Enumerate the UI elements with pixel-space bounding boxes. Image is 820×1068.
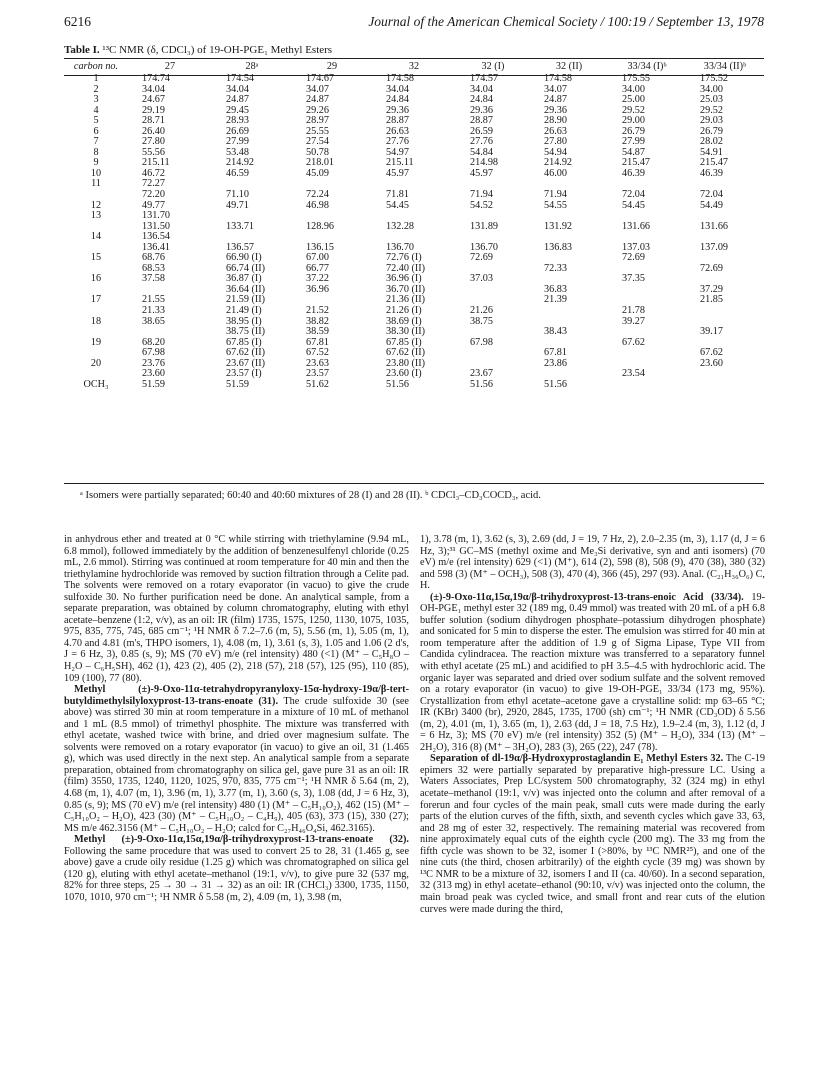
shift-value-cell: 72.69 [700, 262, 723, 274]
shift-value-cell: 215.11 [142, 157, 170, 169]
shift-value-cell: 39.17 [700, 326, 723, 338]
shift-value-cell: 54.49 [700, 199, 723, 211]
shift-value-cell [686, 179, 764, 190]
table-row [64, 137, 764, 148]
shift-value-cell: 68.53 [142, 262, 165, 274]
nmr-table [64, 58, 764, 390]
shift-value-cell: 27.80 [544, 136, 567, 148]
shift-value-cell: 36.70 (II) [386, 283, 426, 295]
shift-value-cell: 24.67 [142, 94, 165, 106]
shift-value-cell: 37.03 [470, 273, 493, 285]
shift-value-cell: 21.33 [142, 305, 165, 317]
shift-value-cell: 72.24 [306, 189, 329, 201]
shift-value-cell [372, 179, 456, 190]
shift-value-cell: 214.92 [226, 157, 255, 169]
shift-value-cell: 68.20 [142, 336, 165, 348]
shift-value-cell: 23.86 [544, 357, 567, 369]
shift-value-cell: 136.41 [142, 241, 171, 253]
table-footnote: ᵃ Isomers were partially separated; 60:40 and 40:60 mixtures of 28 (I) and 28 (II). ᵇ CDCl₃–CD₃COCD₃, acid. [80, 490, 541, 501]
shift-value-cell: 54.52 [470, 199, 493, 211]
carbon-number-cell: 8 [93, 146, 99, 158]
shift-value-cell: 38.82 [306, 315, 329, 327]
shift-value-cell [608, 380, 686, 391]
shift-value-cell [530, 317, 608, 328]
shift-value-cell: 51.56 [386, 378, 409, 390]
carbon-number-cell: 17 [90, 294, 102, 306]
table-caption [64, 44, 332, 56]
shift-value-cell: 26.69 [226, 125, 249, 137]
table-title: ¹³C NMR (δ, CDCl₃) of 19-OH-PGE₁ Methyl Esters [102, 44, 333, 56]
shift-value-cell [686, 338, 764, 349]
shift-value-cell: 23.54 [622, 368, 645, 380]
shift-value-cell: 28.90 [544, 115, 567, 127]
shift-value-cell: 72.27 [142, 178, 165, 190]
carbon-number-cell: 5 [93, 115, 99, 127]
shift-value-cell: 37.35 [622, 273, 645, 285]
shift-value-cell: 29.00 [622, 115, 645, 127]
shift-value-cell: 38.30 (II) [386, 326, 426, 338]
column-header: carbon no. [73, 60, 119, 72]
shift-value-cell [530, 274, 608, 285]
shift-value-cell: 46.72 [142, 167, 165, 179]
table-row [64, 380, 764, 391]
shift-value-cell: 67.62 [700, 347, 723, 359]
shift-value-cell: 21.85 [700, 294, 723, 306]
shift-value-cell: 66.90 (I) [226, 252, 262, 264]
shift-value-cell [530, 338, 608, 349]
shift-value-cell: 23.67 [470, 368, 493, 380]
carbon-number-cell: 9 [93, 157, 99, 169]
column-header: 33/34 (I)ᵇ [627, 60, 667, 72]
shift-value-cell: 34.00 [700, 83, 723, 95]
paragraph: The crude sulfoxide 30 (see above) was stirred 30 min at room temperature in a mixture of 10 mL of methanol and 1 mL (8.5 mmol) of trimethyl phosphite. The mixture was transferred with ethyl acetate, washed twice with brine, and dried over magnesium sulfate. The solvents were removed on a rotary evaporator (in vacuo) to give an oil, 31 (1.465 g), which was used directly in the next step. An analytical sample from a separate preparation, obtained from chromatography on silica gel, gave pure 31 as an oil: IR (film) 3550, 1735, 1240, 1120, 1025, 970, 835, 775 cm⁻¹; ¹H NMR δ 5.64 (m, 2), 4.68 (m, 1), 4.07 (m, 1), 3.96 (m, 1), 3.77 (m, 1), 3.60 (s, 3), 1.08 (dd, J = 6 Hz, 3), 0.85 (s, 9); MS (70 eV) m/e (rel intensity) 480 (1) (M⁺ – C₅H₁₀O₂), 462 (15) (M⁺ – C₅H₁₀O₂ – H₂O), 423 (30) (M⁺ – C₅H₁₀O₂ – C₄H₉), 405 (63), 373 (15), 330 (27); MS m/e 462.3156 (M⁺ – C₅H₁₀O₂ – H₂O; calcd for C₂₇H₄₆O₄Si, 462.3165). [64, 695, 409, 834]
right-column [420, 534, 765, 915]
shift-value-cell: 136.57 [226, 241, 255, 253]
column-header: 32 [408, 60, 420, 72]
shift-value-cell: 68.76 [142, 252, 165, 264]
shift-value-cell: 67.85 (I) [386, 336, 422, 348]
shift-value-cell [530, 306, 608, 317]
column-header: 27 [164, 60, 176, 72]
shift-value-cell: 136.15 [306, 241, 335, 253]
shift-value-cell [686, 380, 764, 391]
shift-value-cell [686, 369, 764, 380]
shift-value-cell: 29.52 [622, 104, 645, 116]
shift-value-cell: 54.45 [386, 199, 409, 211]
shift-value-cell: 71.94 [544, 189, 567, 201]
carbon-number-cell: 2 [93, 83, 99, 95]
shift-value-cell [608, 348, 686, 359]
shift-value-cell: 72.76 (I) [386, 252, 422, 264]
shift-value-cell [456, 264, 530, 275]
shift-value-cell: 54.55 [544, 199, 567, 211]
shift-value-cell: 137.03 [622, 241, 651, 253]
shift-value-cell: 26.59 [470, 125, 493, 137]
shift-value-cell: 215.47 [622, 157, 651, 169]
shift-value-cell: 131.66 [622, 220, 651, 232]
shift-value-cell: 128.96 [306, 220, 335, 232]
shift-value-cell: 174.67 [306, 73, 335, 84]
shift-value-cell [608, 285, 686, 296]
shift-value-cell: 72.20 [142, 189, 165, 201]
shift-value-cell: 38.69 (I) [386, 315, 422, 327]
shift-value-cell: 23.60 [142, 368, 165, 380]
page-header [64, 14, 764, 32]
shift-value-cell: 66.77 [306, 262, 329, 274]
shift-value-cell [456, 285, 530, 296]
shift-value-cell: 38.65 [142, 315, 165, 327]
shift-value-cell: 137.09 [700, 241, 729, 253]
shift-value-cell [608, 264, 686, 275]
shift-value-cell: 36.87 (I) [226, 273, 262, 285]
shift-value-cell: 24.84 [470, 94, 493, 106]
shift-value-cell: 46.00 [544, 167, 567, 179]
shift-value-cell: 46.98 [306, 199, 329, 211]
carbon-number-cell: 14 [90, 231, 102, 243]
table-header-row [64, 58, 764, 74]
shift-value-cell: 72.40 (II) [386, 262, 426, 274]
carbon-number-cell: 1 [93, 73, 99, 84]
shift-value-cell: 26.40 [142, 125, 165, 137]
carbon-number-cell: 20 [90, 357, 102, 369]
shift-value-cell: 67.52 [306, 347, 329, 359]
shift-value-cell: 29.36 [470, 104, 493, 116]
shift-value-cell: 215.11 [386, 157, 414, 169]
table-row [64, 306, 764, 317]
paragraph: Following the same procedure that was used to convert 25 to 28, 31 (1.465 g, see above) gave a crude oily residue (1.25 g) which was chromatographed on silica gel (120 g), eluting with ethyl acetate–methanol (19:1, v/v), to give pure 32 (537 mg, 82% for three steps, 25 → 30 → 31 → 32) as an oil: IR (CHCl₃) 3300, 1735, 1150, 1070, 1010, 970 cm⁻¹; ¹H NMR δ 5.58 (m, 2), 4.09 (m, 1), 3.98 (m, [64, 845, 409, 903]
shift-value-cell: 215.47 [700, 157, 729, 169]
shift-value-cell: 131.92 [544, 220, 573, 232]
shift-value-cell: 67.62 [622, 336, 645, 348]
shift-value-cell: 23.60 (I) [386, 368, 422, 380]
shift-value-cell: 174.57 [470, 73, 499, 84]
shift-value-cell: 49.77 [142, 199, 165, 211]
paragraph: 1), 3.78 (m, 1), 3.62 (s, 3), 2.69 (dd, J = 19, 7 Hz, 2), 2.0–2.35 (m, 3), 1.17 (d, J = 6 Hz, 3);³¹ GC–MS (methyl oxime and Me₃Si derivative, syn and anti isomers) (70 eV) m/e (rel intensity) 629 (<1) (M⁺), 614 (2), 598 (8), 508 (9), 470 (38), 380 (32) and 598 (3) (M⁺ – OCH₃), 508 (3), 470 (4), 366 (45), 297 (93). Anal. (C₂₁H₃₆O₆) C, H. [420, 534, 765, 592]
shift-value-cell: 26.63 [386, 125, 409, 137]
shift-value-cell [372, 211, 456, 222]
carbon-number-cell: 16 [90, 273, 102, 285]
shift-value-cell [608, 359, 686, 370]
table-row [64, 95, 764, 106]
carbon-number-cell: 10 [90, 167, 102, 179]
shift-value-cell [530, 253, 608, 264]
carbon-number-cell: 11 [91, 178, 101, 190]
shift-value-cell: 37.22 [306, 273, 329, 285]
shift-value-cell [128, 327, 212, 338]
shift-value-cell: 36.83 [544, 283, 567, 295]
shift-value-cell: 26.63 [544, 125, 567, 137]
section-heading: Methyl (±)-9-Oxo-11α-tetrahydropyranyloxy-15α-hydroxy-19α/β-tert-butyldimethylsilyloxyprost-13-trans-enoate (31). [64, 684, 409, 707]
table-row [64, 169, 764, 180]
shift-value-cell: 136.70 [470, 241, 499, 253]
section-heading: (±)-9-Oxo-11α,15α,19α/β-trihydroxyprost-13-trans-enoic Acid (33/34). [430, 591, 744, 603]
shift-value-cell: 38.59 [306, 326, 329, 338]
shift-value-cell: 29.26 [306, 104, 329, 116]
shift-value-cell: 67.81 [544, 347, 567, 359]
shift-value-cell: 72.04 [622, 189, 645, 201]
shift-value-cell: 51.56 [470, 378, 493, 390]
shift-value-cell: 72.04 [700, 189, 723, 201]
shift-value-cell: 36.64 (II) [226, 283, 266, 295]
shift-value-cell: 21.55 [142, 294, 165, 306]
table-bottom-rule [64, 483, 764, 484]
shift-value-cell: 23.63 [306, 357, 329, 369]
shift-value-cell: 136.70 [386, 241, 415, 253]
carbon-number-cell: 4 [93, 104, 99, 116]
shift-value-cell: 24.84 [386, 94, 409, 106]
table-row [64, 158, 764, 169]
shift-value-cell: 175.55 [622, 73, 651, 84]
shift-value-cell: 67.98 [470, 336, 493, 348]
shift-value-cell: 49.71 [226, 199, 249, 211]
shift-value-cell: 131.50 [142, 220, 171, 232]
shift-value-cell: 21.36 (II) [386, 294, 426, 306]
shift-value-cell: 51.62 [306, 378, 329, 390]
shift-value-cell: 34.00 [622, 83, 645, 95]
shift-value-cell: 34.04 [142, 83, 165, 95]
shift-value-cell [608, 179, 686, 190]
column-header: 32 (II) [555, 60, 583, 72]
shift-value-cell: 25.03 [700, 94, 723, 106]
shift-value-cell: 24.87 [226, 94, 249, 106]
table-row [64, 127, 764, 138]
shift-value-cell: 54.87 [622, 146, 645, 158]
shift-value-cell: 174.58 [544, 73, 573, 84]
shift-value-cell: 72.33 [544, 262, 567, 274]
shift-value-cell: 214.98 [470, 157, 499, 169]
shift-value-cell: 45.97 [386, 167, 409, 179]
shift-value-cell [608, 295, 686, 306]
shift-value-cell: 66.74 (II) [226, 262, 266, 274]
shift-value-cell: 37.58 [142, 273, 165, 285]
table-row [64, 85, 764, 96]
shift-value-cell [530, 369, 608, 380]
shift-value-cell: 28.93 [226, 115, 249, 127]
shift-value-cell: 136.54 [142, 231, 171, 243]
shift-value-cell: 21.59 (II) [226, 294, 266, 306]
shift-value-cell: 36.96 [306, 283, 329, 295]
shift-value-cell: 27.76 [470, 136, 493, 148]
shift-value-cell: 28.02 [700, 136, 723, 148]
shift-value-cell: 54.84 [470, 146, 493, 158]
shift-value-cell: 34.04 [386, 83, 409, 95]
shift-value-cell [456, 327, 530, 338]
column-header: 29 [326, 60, 338, 72]
table-row [64, 116, 764, 127]
paragraph: The C-19 epimers 32 were partially separated by preparative high-pressure LC. Using a Waters Associates, Prep LC/system 500 chromatography, 32 (324 mg) in ethyl acetate–methanol (19:1, v/v) was injected onto the column and after removal of a forerun and four cycles of the main peak, small cuts were made during the early parts of the elution curves of the fifth, sixth, and seventh cycles which gave 33, 63, and 28 mg of ester 32, respectively. The remaining material was recovered from nine approximately equal cuts of the eighth cycle (200 mg). The 33 mg from the fifth cycle was shown to be 32, isomer I (>80%, by ¹³C NMR²⁵), and one of the nine cuts (the third, chosen arbitrarily) of the eighth cycle (39 mg) was shown by ¹³C NMR to be a mixture of 32, isomers I and II (ca. 40/60). In a second separation, 32 (313 mg) in ethyl acetate–ethanol (90:10, v/v) was injected onto the column, the main broad peak was cycled twice, and small front and rear cuts of the elution curves were made during the third, [420, 753, 765, 915]
shift-value-cell: 71.81 [386, 189, 409, 201]
shift-value-cell: 36.96 (I) [386, 273, 422, 285]
shift-value-cell: 29.19 [142, 104, 165, 116]
table-row [64, 106, 764, 117]
table-row [64, 369, 764, 380]
shift-value-cell: 136.83 [544, 241, 573, 253]
carbon-number-cell: 13 [90, 210, 102, 222]
shift-value-cell: 23.76 [142, 357, 165, 369]
shift-value-cell: 54.45 [622, 199, 645, 211]
table-row [64, 190, 764, 201]
shift-value-cell [686, 317, 764, 328]
shift-value-cell: 175.52 [700, 73, 729, 84]
shift-value-cell: 67.62 (II) [226, 347, 266, 359]
carbon-number-cell: 15 [90, 252, 102, 264]
shift-value-cell: 45.97 [470, 167, 493, 179]
shift-value-cell: 23.67 (II) [226, 357, 266, 369]
shift-value-cell [372, 232, 456, 243]
shift-value-cell: 54.91 [700, 146, 723, 158]
table-row [64, 179, 764, 190]
shift-value-cell: 54.94 [544, 146, 567, 158]
shift-value-cell: 23.57 (I) [226, 368, 262, 380]
carbon-number-cell: 12 [90, 199, 102, 211]
paragraph: in anhydrous ether and treated at 0 °C while stirring with triethylamine (9.94 mL, 6.8 mmol), followed immediately by the addition of benzenesulfenyl chloride (0.25 mL, 2.6 mmol). Stirring was continued at room temperature for 40 min and then the triethylamine hydrochloride was removed by suction filtration through a Celite pad. The solvents were removed on a rotary evaporator (in vacuo) to give the crude sulfoxide 30. No further purification need be done. An analytical sample, from a separate preparation, was obtained by column chromatography, eluting with ethyl acetate–benzene (1:2, v/v), as an oil: IR (film) 1735, 1575, 1250, 1130, 1075, 1035, 975, 835, 775, 745, 685 cm⁻¹; ¹H NMR δ 7.2–7.6 (m, 5), 5.56 (m, 1), 5.05 (m, 1), 4.70 and 4.81 (m's, THPO isomers, 1), 4.08 (m, 1), 3.61 (s, 3), 1.05 and 1.06 (2 d's, J = 6 Hz, 3), 0.85 (s, 9); MS (70 eV) m/e (rel intensity) 480 (<1) (M⁺ – C₅H₈O – H₂O – C₆H₅SH), 462 (1), 423 (2), 405 (2), 218 (57), 218 (57), 125 (95), 110 (85), 109 (100), 77 (80). [64, 534, 409, 684]
carbon-number-cell [64, 306, 128, 317]
shift-value-cell: 24.87 [544, 94, 567, 106]
section-heading: Separation of dl-19α/β-Hydroxyprostaglandin E₁ Methyl Esters 32. [430, 753, 724, 765]
shift-value-cell: 25.00 [622, 94, 645, 106]
shift-value-cell: 21.26 [470, 305, 493, 317]
shift-value-cell: 71.94 [470, 189, 493, 201]
shift-value-cell: 174.54 [226, 73, 255, 84]
shift-value-cell: 23.60 [700, 357, 723, 369]
shift-value-cell: 38.75 (II) [226, 326, 266, 338]
shift-value-cell: 51.59 [142, 378, 165, 390]
shift-value-cell: 132.28 [386, 220, 415, 232]
journal-citation: Journal of the American Chemical Society / 100:19 / September 13, 1978 [368, 14, 764, 29]
shift-value-cell: 46.59 [226, 167, 249, 179]
shift-value-cell: 174.74 [142, 73, 171, 84]
column-header: 33/34 (II)ᵇ [703, 60, 747, 72]
shift-value-cell: 29.36 [544, 104, 567, 116]
shift-value-cell: 72.69 [470, 252, 493, 264]
shift-value-cell: 46.39 [700, 167, 723, 179]
column-header: 28ᵃ [245, 60, 259, 72]
shift-value-cell: 72.69 [622, 252, 645, 264]
shift-value-cell: 34.04 [470, 83, 493, 95]
shift-value-cell: 29.36 [386, 104, 409, 116]
shift-value-cell: 28.97 [306, 115, 329, 127]
shift-value-cell: 71.10 [226, 189, 249, 201]
carbon-number-cell: 19 [90, 336, 102, 348]
shift-value-cell [686, 306, 764, 317]
shift-value-cell: 27.99 [622, 136, 645, 148]
shift-value-cell: 51.56 [544, 378, 567, 390]
shift-value-cell: 27.80 [142, 136, 165, 148]
carbon-number-cell: OCH₃ [83, 378, 109, 390]
shift-value-cell: 21.39 [544, 294, 567, 306]
shift-value-cell: 28.87 [386, 115, 409, 127]
shift-value-cell: 53.48 [226, 146, 249, 158]
shift-value-cell: 131.66 [700, 220, 729, 232]
shift-value-cell: 23.80 (II) [386, 357, 426, 369]
shift-value-cell: 214.92 [544, 157, 573, 169]
shift-value-cell [292, 295, 372, 306]
carbon-number-cell: 18 [90, 315, 102, 327]
table-body [64, 74, 764, 390]
shift-value-cell: 218.01 [306, 157, 335, 169]
shift-value-cell: 21.78 [622, 305, 645, 317]
column-header: 32 (I) [481, 60, 505, 72]
shift-value-cell [686, 253, 764, 264]
shift-value-cell: 26.79 [622, 125, 645, 137]
shift-value-cell [608, 327, 686, 338]
shift-value-cell: 55.56 [142, 146, 165, 158]
carbon-number-cell [64, 190, 128, 201]
shift-value-cell: 67.81 [306, 336, 329, 348]
shift-value-cell: 67.98 [142, 347, 165, 359]
shift-value-cell [128, 285, 212, 296]
shift-value-cell: 34.04 [226, 83, 249, 95]
shift-value-cell: 24.87 [306, 94, 329, 106]
shift-value-cell: 27.54 [306, 136, 329, 148]
shift-value-cell: 27.76 [386, 136, 409, 148]
shift-value-cell: 133.71 [226, 220, 255, 232]
shift-value-cell: 39.27 [622, 315, 645, 327]
shift-value-cell: 46.39 [622, 167, 645, 179]
shift-value-cell: 45.09 [306, 167, 329, 179]
shift-value-cell: 29.03 [700, 115, 723, 127]
shift-value-cell: 67.62 (II) [386, 347, 426, 359]
shift-value-cell: 21.49 (I) [226, 305, 262, 317]
shift-value-cell: 34.07 [306, 83, 329, 95]
shift-value-cell [212, 179, 292, 190]
shift-value-cell: 34.07 [544, 83, 567, 95]
shift-value-cell: 26.79 [700, 125, 723, 137]
shift-value-cell: 38.95 (I) [226, 315, 262, 327]
shift-value-cell: 67.85 (I) [226, 336, 262, 348]
shift-value-cell: 29.52 [700, 104, 723, 116]
shift-value-cell: 50.78 [306, 146, 329, 158]
shift-value-cell: 21.26 (I) [386, 305, 422, 317]
shift-value-cell: 21.52 [306, 305, 329, 317]
shift-value-cell: 27.99 [226, 136, 249, 148]
shift-value-cell: 28.87 [470, 115, 493, 127]
page-number: 6216 [64, 14, 91, 29]
left-column [64, 534, 409, 904]
shift-value-cell [456, 179, 530, 190]
shift-value-cell: 38.43 [544, 326, 567, 338]
shift-value-cell: 37.29 [700, 283, 723, 295]
shift-value-cell [456, 348, 530, 359]
shift-value-cell [686, 274, 764, 285]
paragraph: 19-OH-PGE₁ methyl ester 32 (189 mg, 0.49 mmol) was treated with 20 mL of a pH 6.8 buffer solution (sodium dihydrogen phosphate–potassium dihydrogen phosphate) and sonicated for 5 min to disperse the ester. The emulsion was stirred for 40 min at room temperature after the addition of 1.9 g of Sigma Lipase, Type VII from Candida cylindracea. The reaction mixture was transferred to a separatory funnel with ethyl acetate (25 mL) and acidified to pH 3.5–4.5 with hydrochloric acid. The organic layer was separated and dried over sodium sulfate and the solvent removed on a rotary evaporator (in vacuo) to give 19-OH-PGE₁ 33/34 (173 mg, 95%). Crystallization from ethyl acetate–acetone gave a crystalline solid: mp 63–65 °C; IR (KBr) 3400 (br), 2920, 2845, 1735, 1700 (sh) cm⁻¹; ¹H NMR (CD₃OD) δ 5.56 (m, 2), 4.01 (m, 1), 3.65 (m, 1), 2.63 (dd, J = 18, 7.5 Hz), 1.9–2.4 (m, 3), 1.12 (d, J = 6 Hz, 3); MS (70 eV) m/e (rel intensity) 352 (5) (M⁺ – H₂O), 334 (13) (M⁺ – 2H₂O), 316 (8) (M⁺ – 3H₂O), 283 (3), 265 (22), 247 (78). [420, 591, 765, 753]
shift-value-cell: 131.70 [142, 210, 171, 222]
shift-value-cell: 174.58 [386, 73, 415, 84]
carbon-number-cell: 3 [93, 94, 99, 106]
table-row [64, 74, 764, 85]
shift-value-cell: 54.97 [386, 146, 409, 158]
shift-value-cell: 25.55 [306, 125, 329, 137]
shift-value-cell: 38.75 [470, 315, 493, 327]
shift-value-cell: 23.57 [306, 368, 329, 380]
table-label: Table I. [64, 44, 100, 56]
carbon-number-cell: 6 [93, 125, 99, 137]
shift-value-cell: 51.59 [226, 378, 249, 390]
shift-value-cell [456, 295, 530, 306]
shift-value-cell [530, 179, 608, 190]
section-heading: Methyl (±)-9-Oxo-11α,15α,19α/β-trihydroxyprost-13-trans-enoate (32). [74, 834, 409, 846]
carbon-number-cell: 7 [93, 136, 99, 148]
shift-value-cell: 67.00 [306, 252, 329, 264]
shift-value-cell: 29.45 [226, 104, 249, 116]
shift-value-cell [292, 179, 372, 190]
shift-value-cell: 28.71 [142, 115, 165, 127]
shift-value-cell [456, 359, 530, 370]
shift-value-cell: 131.89 [470, 220, 499, 232]
